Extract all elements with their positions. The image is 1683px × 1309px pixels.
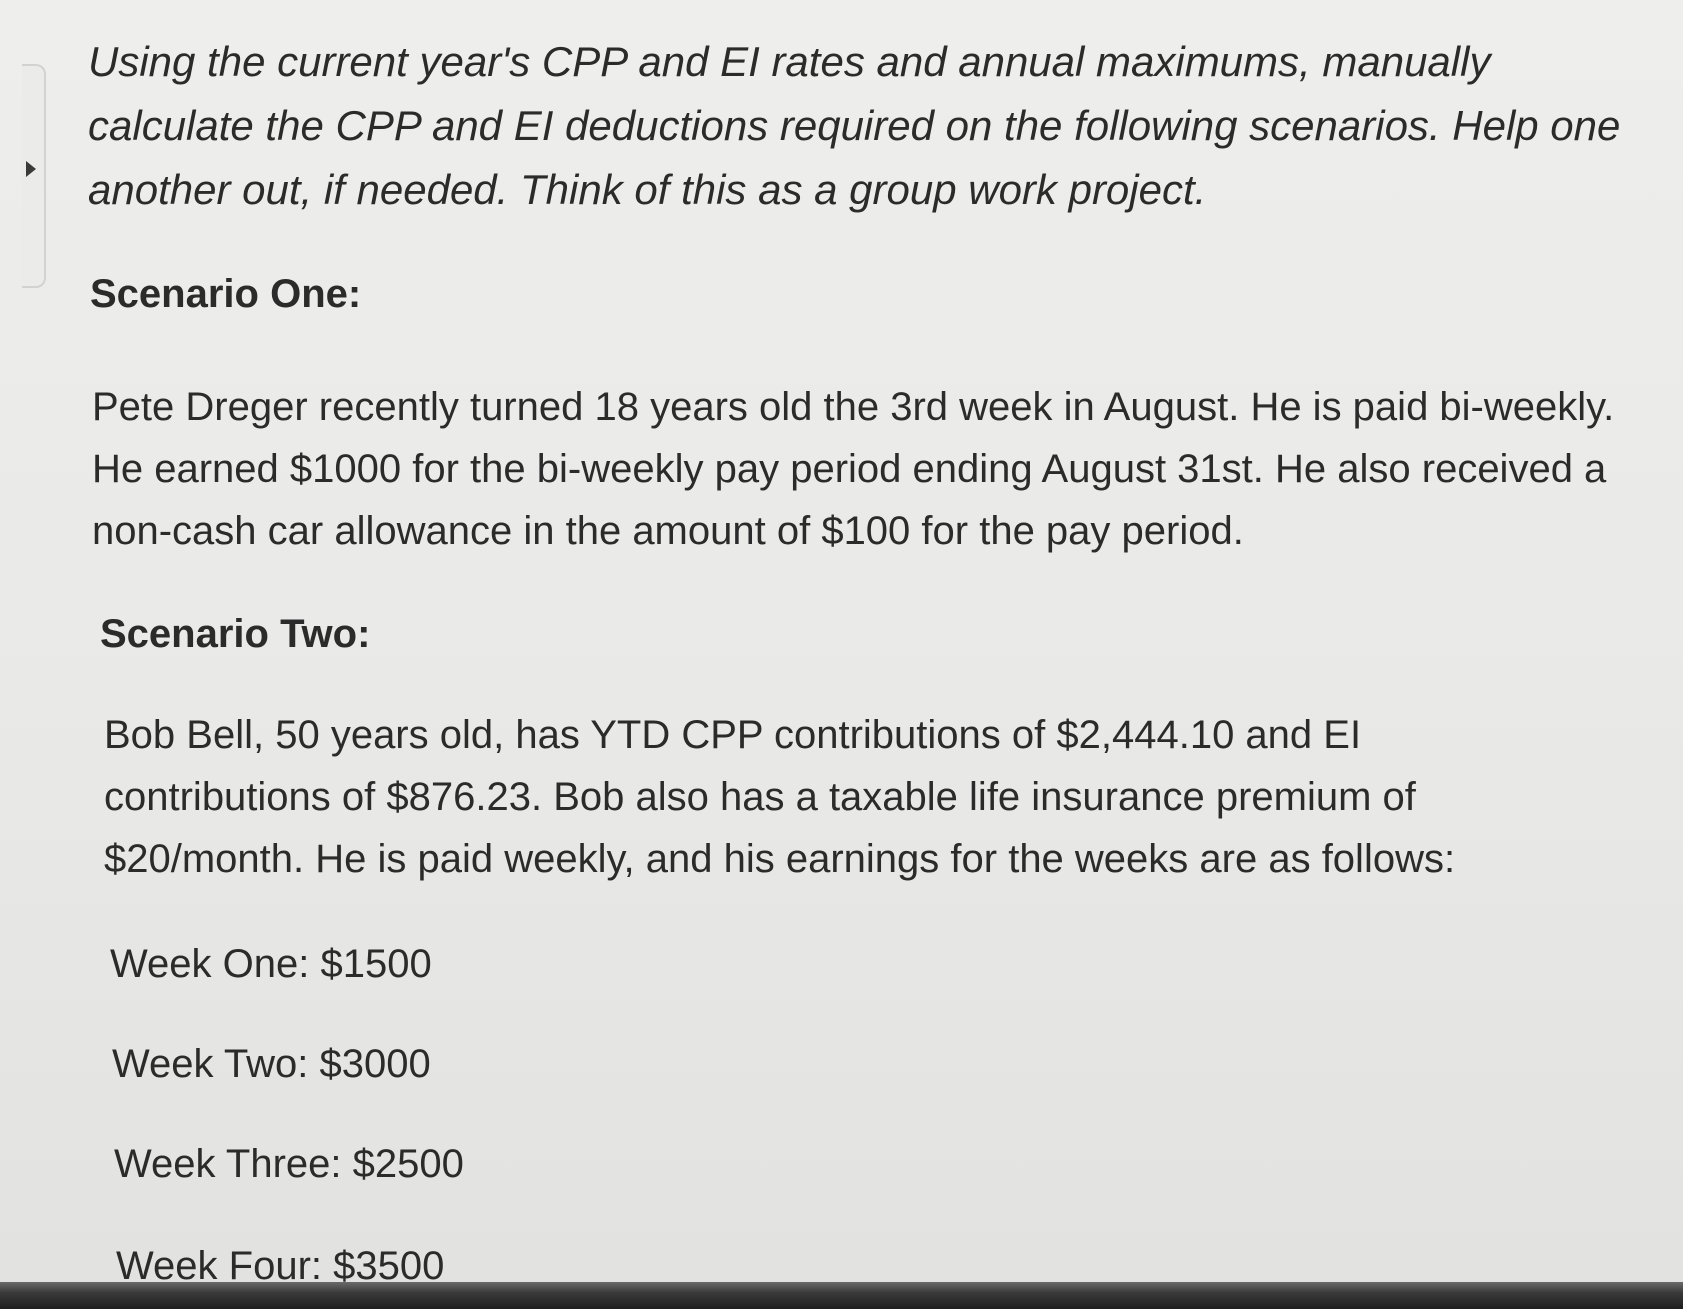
scenario-two-text: Bob Bell, 50 years old, has YTD CPP contributions of $2,444.10 and EI contributions of $876.23. Bob also has a taxable life insurance premium of $20/month. He is paid weekly, and his earnings for the weeks are as follows: xyxy=(104,713,1456,881)
scenario-one-text: Pete Dreger recently turned 18 years old the 3rd week in August. He is paid bi-weekly. He earned $1000 for the bi-weekly pay period ending August 31st. He also received a non-cash car allowance in the amount of $100 for the pay period. xyxy=(92,385,1615,553)
week-four-earnings: Week Four: $3500 xyxy=(116,1244,445,1282)
week-three-earnings: Week Three: $2500 xyxy=(114,1142,464,1186)
assignment-content xyxy=(88,30,1648,1282)
expand-arrow-icon[interactable] xyxy=(26,161,36,177)
scenario-one-heading: Scenario One: xyxy=(90,272,362,316)
instructions-text: Using the current year's CPP and EI rates and annual maximums, manually calculate the CPP and EI deductions required on the following scenarios. Help one another out, if needed. Think of this as a group work project. xyxy=(88,38,1621,213)
screen-bottom-edge xyxy=(0,1282,1683,1309)
week-two-earnings: Week Two: $3000 xyxy=(112,1042,431,1086)
week-one-earnings: Week One: $1500 xyxy=(110,942,432,986)
scenario-two-heading: Scenario Two: xyxy=(100,612,371,656)
